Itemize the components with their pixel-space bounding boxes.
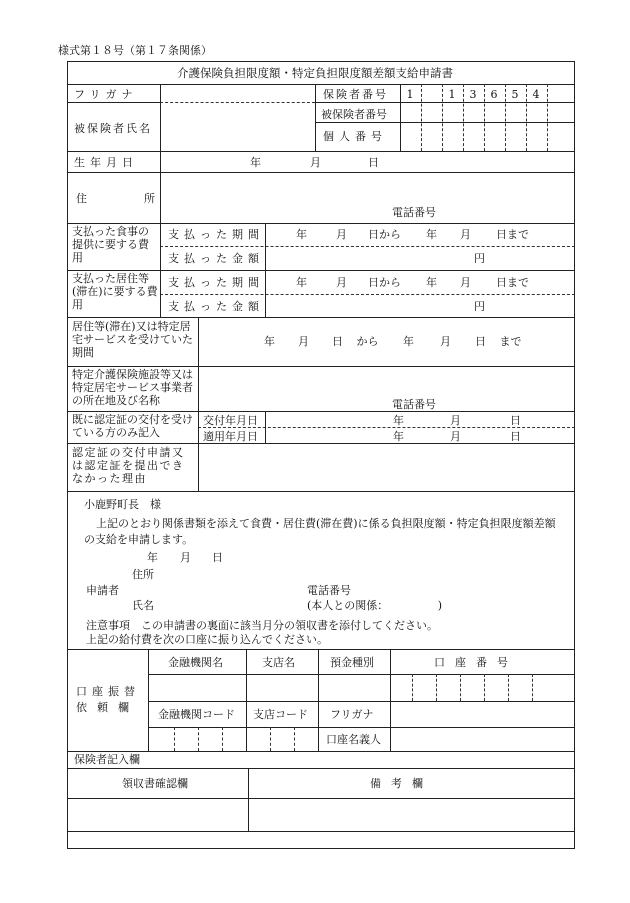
account-number-label: 口座番号 <box>434 656 518 669</box>
declaration-text: 上記のとおり関係書類を添えて食費・居住費(滞在費)に係る負担限度額・特定負担限度額差額の支給を申請します。 <box>84 517 556 546</box>
relationship: (本人との関係： ) <box>307 599 443 612</box>
insured-number-digit: 1 <box>448 88 456 101</box>
notes-attach-receipt: 注意事項 この申請書の裏面に該当月分の領収書を添付してください。 <box>86 619 438 632</box>
applicant-name-label: 氏名 <box>132 599 154 612</box>
bank-code-label: 金融機関コード <box>158 708 235 721</box>
mayor-addressee: 小鹿野町長 様 <box>84 498 161 511</box>
personal-number-label: 個人番号 <box>323 130 387 143</box>
applicant-address-label: 住所 <box>132 568 154 581</box>
insured-number-digit: 5 <box>511 88 519 101</box>
insured-number-digit: 6 <box>490 88 498 101</box>
phone-label: 電話番号 <box>392 206 436 219</box>
insured-person-number-label: 被保険者番号 <box>321 108 387 121</box>
insured-number-digit: 3 <box>469 88 477 101</box>
form-number: 様式第１８号（第１７条関係） <box>58 44 212 57</box>
form-title: 介護保険負担限度額・特定負担限度額差額支給申請書 <box>177 66 453 80</box>
branch-name-label: 支店名 <box>262 656 295 669</box>
receipt-check-label: 領収書確認欄 <box>122 777 188 790</box>
birth-date-label: 生年月日 <box>74 156 138 169</box>
furigana-label: フリガナ <box>74 88 138 101</box>
residence-service-period-label: 居住等(滞在)又は特定居宅サービスを受けていた期間 <box>72 320 193 359</box>
insured-number-digit: 1 <box>406 88 414 101</box>
remarks-label: 備考欄 <box>370 777 433 790</box>
facility-label: 特定介護保険施設等又は特定居宅サービス事業者の所在地及び名称 <box>72 368 193 407</box>
residence-cost-label: 支払った居住等(滞在)に要する費用 <box>72 272 158 311</box>
address-label: 住 <box>76 192 87 205</box>
deposit-type-label: 預金種別 <box>330 656 374 669</box>
reason-label: 認定証の交付申請又は認定証を提出できなかった理由 <box>72 446 185 485</box>
apply-date-label: 適用年月日 <box>203 430 258 443</box>
insured-name-label: 被保険者氏名 <box>74 122 152 135</box>
account-furigana-label: フリガナ <box>330 708 374 721</box>
bank-name-label: 金融機関名 <box>168 656 223 669</box>
insured-number-label: 保険者番号 <box>323 88 388 101</box>
insurer-section-label: 保険者記入欄 <box>74 753 140 766</box>
insured-number-digit: 4 <box>532 88 540 101</box>
branch-code-label: 支店コード <box>253 708 308 721</box>
notes-bank-transfer: 上記の給付費を次の口座に振り込んでください。 <box>86 633 328 646</box>
account-holder-label: 口座名義人 <box>326 733 381 746</box>
issue-date-label: 交付年月日 <box>203 414 258 427</box>
meal-cost-label: 支払った食事の提供に要する費用 <box>72 225 149 264</box>
existing-cert-label: 既に認定証の交付を受けている方のみ記入 <box>72 413 193 439</box>
bank-transfer-label: 口座振替 <box>76 685 140 698</box>
applicant-label: 申請者 <box>86 584 119 597</box>
